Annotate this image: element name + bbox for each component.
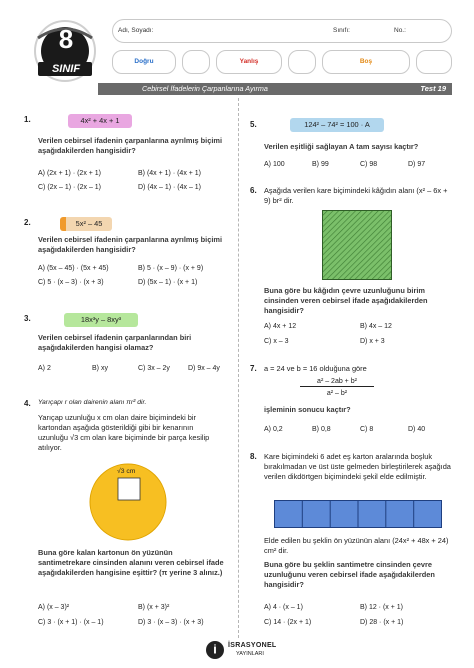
publisher-logo-icon: [205, 640, 225, 660]
q6-option-a[interactable]: A) 4x + 12: [264, 323, 297, 330]
publisher-name: İSRASYONEL: [228, 642, 277, 649]
q4-option-d[interactable]: D) 3 · (x – 3) · (x + 3): [138, 619, 204, 626]
q2-option-c[interactable]: C) 5 · (x – 3) · (x + 3): [38, 279, 104, 286]
q1-option-c[interactable]: C) (2x – 1) · (2x – 1): [38, 184, 102, 191]
q1-option-b[interactable]: B) (4x + 1) · (4x + 1): [138, 170, 202, 177]
q4-number: 4.: [24, 399, 31, 408]
q6-option-b[interactable]: B) 4x – 12: [360, 323, 392, 330]
wrong-count-box[interactable]: [216, 50, 282, 74]
q5-stem: Verilen eşitliği sağlayan A tam sayısı kaçtır?: [264, 142, 419, 151]
q3-option-c[interactable]: C) 3x – 2y: [138, 365, 170, 372]
q7-denominator: a² – b²: [326, 390, 348, 397]
q8-rectangle-figure: [274, 500, 442, 528]
empty-label: Boş: [359, 58, 373, 65]
wrong-count-field[interactable]: [288, 50, 316, 74]
q1-expression: 4x² + 4x + 1: [68, 114, 132, 128]
q3-number: 3.: [24, 314, 31, 323]
empty-count-box[interactable]: [322, 50, 410, 74]
q1-option-d[interactable]: D) (4x – 1) · (4x – 1): [138, 184, 202, 191]
topic-bar: [98, 83, 452, 95]
column-divider: [238, 98, 239, 638]
q5-option-a[interactable]: A) 100: [264, 161, 285, 168]
q5-option-c[interactable]: C) 98: [360, 161, 378, 168]
svg-text:İ: İ: [213, 645, 217, 657]
q8-option-b[interactable]: B) 12 · (x + 1): [360, 604, 403, 611]
q7-option-c[interactable]: C) 8: [360, 426, 374, 433]
correct-label: Doğru: [134, 58, 154, 65]
q6-option-c[interactable]: C) x – 3: [264, 338, 289, 345]
q3-option-d[interactable]: D) 9x – 4y: [188, 365, 220, 372]
correct-count-field[interactable]: [182, 50, 210, 74]
q2-option-d[interactable]: D) (5x – 1) · (x + 1): [138, 279, 198, 286]
q6-stem: Buna göre bu kâğıdın çevre uzunluğunu birim cinsinden veren cebirsel ifade aşağıdakilerden hangisidir?: [264, 286, 428, 315]
q7-option-a[interactable]: A) 0,2: [264, 426, 283, 433]
q8-text: Kare biçimindeki 6 adet eş karton aralarında boşluk bırakılmadan ve üst üste gelmeden birleştirilerek aşağıda verilen dikdörtgen biçimindeki şekil elde edilmiştir.: [264, 452, 451, 481]
q5-number: 5.: [250, 120, 257, 129]
q4-option-b[interactable]: B) (x + 3)²: [138, 604, 170, 611]
q4-stem: Buna göre kalan kartonun ön yüzünün santimetrekare cinsinden alanını veren cebirsel ifade aşağıdakilerden hangisine eşittir? (π yerine 3 alınız.): [38, 548, 224, 577]
publisher-sub: YAYINLARI: [236, 651, 264, 657]
q1-option-a[interactable]: A) (2x + 1) · (2x + 1): [38, 170, 102, 177]
q7-numerator: a² – 2ab + b²: [300, 378, 374, 387]
q2-option-a[interactable]: A) (5x – 45) · (5x + 45): [38, 265, 109, 272]
q3-option-a[interactable]: A) 2: [38, 365, 51, 372]
q7-number: 7.: [250, 364, 257, 373]
q5-option-d[interactable]: D) 97: [408, 161, 426, 168]
q6-square-figure: [322, 210, 392, 280]
q8-option-c[interactable]: C) 14 · (2x + 1): [264, 619, 312, 626]
q4-option-a[interactable]: A) (x – 3)²: [38, 604, 70, 611]
class-label: Sınıfı:: [333, 27, 350, 34]
q8-option-a[interactable]: A) 4 · (x – 1): [264, 604, 303, 611]
q7-text: a = 24 ve b = 16 olduğuna göre: [264, 364, 367, 373]
topic-title: Cebirsel İfadelerin Çarpanlarına Ayırma: [142, 84, 268, 93]
correct-count-box[interactable]: [112, 50, 176, 74]
test-number: Test 19: [420, 84, 446, 93]
q2-number: 2.: [24, 218, 31, 227]
q3-expression: 18x³y – 8xy³: [64, 313, 138, 327]
q4-note: Yarıçapı r olan dairenin alanı πr² dir.: [38, 399, 147, 406]
q6-number: 6.: [250, 186, 257, 195]
q7-option-d[interactable]: D) 40: [408, 426, 426, 433]
empty-count-field[interactable]: [416, 50, 452, 74]
wrong-label: Yanlış: [239, 58, 259, 65]
q8-text2: Elde edilen bu şeklin ön yüzünün alanı (24x² + 48x + 24) cm² dir.: [264, 536, 449, 555]
q5-expression: 124² – 74² = 100 · A: [290, 118, 384, 132]
q8-stem: Buna göre bu şeklin santimetre cinsinden çevre uzunluğunu veren cebirsel ifade aşağıdakilerden hangisidir?: [264, 560, 435, 589]
q4-text: Yarıçap uzunluğu x cm olan daire biçimindeki bir kartondan aşağıda gösterildiği gibi bir kenarının uzunluğu √3 cm olan kare biçiminde bir parça kesilip atılıyor.: [38, 413, 210, 452]
name-label: Adı, Soyadı:: [118, 27, 154, 34]
q2-expression: 5x² – 45: [60, 217, 112, 231]
q6-text: Aşağıda verilen kare biçimindeki kâğıdın alanı (x² – 6x + 9) br² dir.: [264, 186, 448, 205]
q4-option-c[interactable]: C) 3 · (x + 1) · (x – 1): [38, 619, 104, 626]
q1-number: 1.: [24, 115, 31, 124]
q8-number: 8.: [250, 452, 257, 461]
q6-option-d[interactable]: D) x + 3: [360, 338, 385, 345]
q1-stem: Verilen cebirsel ifadenin çarpanlarına ayrılmış biçimi aşağıdakilerden hangisidir?: [38, 136, 223, 155]
no-label: No.:: [394, 27, 406, 34]
q7-option-b[interactable]: B) 0,8: [312, 426, 331, 433]
q2-stem: Verilen cebirsel ifadenin çarpanlarına ayrılmış biçimi aşağıdakilerden hangisidir?: [38, 235, 223, 254]
q4-square-label: √3 cm: [117, 468, 136, 475]
q2-option-b[interactable]: B) 5 · (x – 9) · (x + 9): [138, 265, 204, 272]
q3-stem: Verilen cebirsel ifadenin çarpanlarından biri aşağıdakilerden hangisi olamaz?: [38, 333, 192, 352]
grade-number: 8: [58, 24, 74, 54]
q5-option-b[interactable]: B) 99: [312, 161, 329, 168]
q8-option-d[interactable]: D) 28 · (x + 1): [360, 619, 404, 626]
q3-option-b[interactable]: B) xy: [92, 365, 108, 372]
grade-label: SINIF: [51, 63, 81, 75]
q7-stem: işleminin sonucu kaçtır?: [264, 405, 351, 414]
